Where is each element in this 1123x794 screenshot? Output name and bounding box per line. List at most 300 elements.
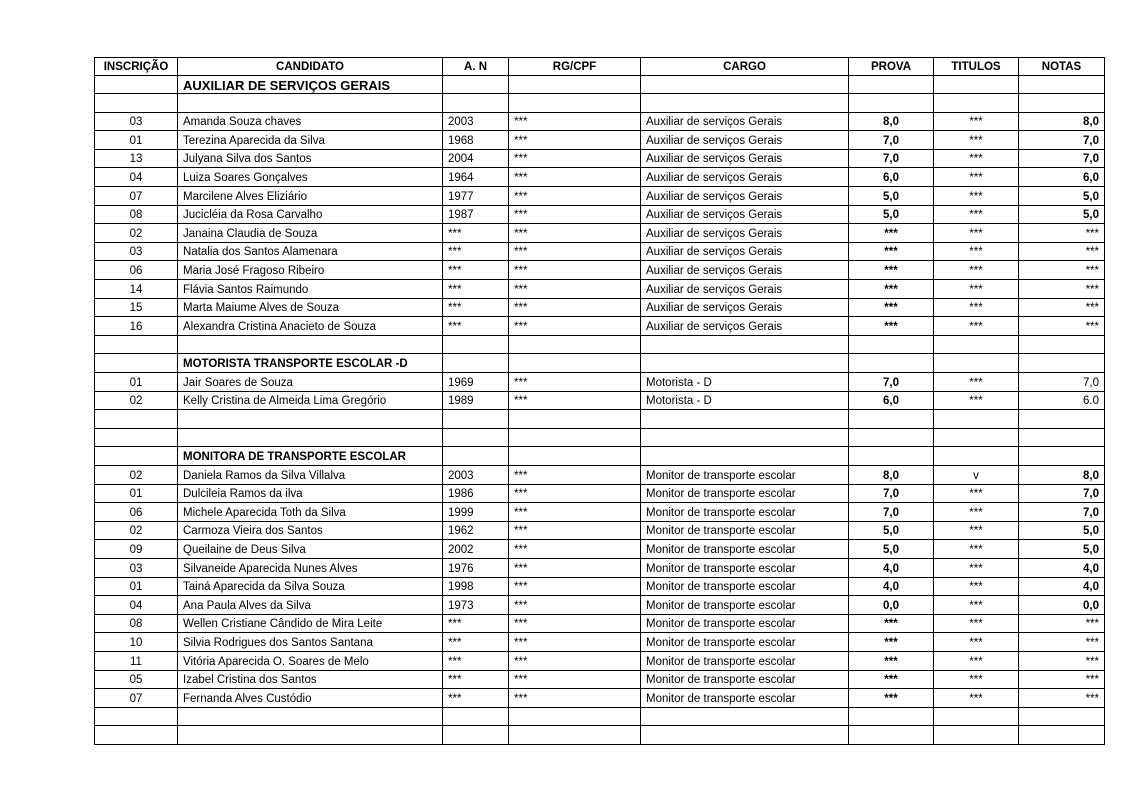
- notas-cell: 7,0: [1019, 373, 1105, 392]
- inscricao-cell: 10: [95, 633, 178, 652]
- blank-row: [95, 726, 1105, 745]
- empty-cell: [849, 75, 934, 94]
- titulos-cell: ***: [934, 614, 1019, 633]
- ano-nascimento-cell: ***: [443, 670, 509, 689]
- empty-cell: [934, 354, 1019, 373]
- notas-cell: ***: [1019, 224, 1105, 243]
- table-row: [95, 112, 1105, 131]
- notas-cell: ***: [1019, 280, 1105, 299]
- empty-cell: [641, 726, 849, 745]
- candidato-cell: Terezina Aparecida da Silva: [178, 131, 443, 150]
- empty-cell: [178, 410, 443, 429]
- prova-cell: 7,0: [849, 131, 934, 150]
- notas-cell: 7,0: [1019, 503, 1105, 522]
- notas-cell: ***: [1019, 298, 1105, 317]
- empty-cell: [934, 335, 1019, 354]
- empty-cell: [443, 410, 509, 429]
- titulos-cell: ***: [934, 633, 1019, 652]
- blank-row: [95, 94, 1105, 113]
- inscricao-cell: 07: [95, 689, 178, 708]
- titulos-cell: ***: [934, 596, 1019, 615]
- empty-cell: [849, 726, 934, 745]
- prova-cell: 8,0: [849, 112, 934, 131]
- table-row: [95, 670, 1105, 689]
- candidato-cell: Dulcileia Ramos da ilva: [178, 484, 443, 503]
- candidato-cell: Janaina Claudia de Souza: [178, 224, 443, 243]
- table-row: [95, 224, 1105, 243]
- prova-cell: 6,0: [849, 168, 934, 187]
- empty-cell: [641, 447, 849, 466]
- empty-cell: [95, 707, 178, 726]
- titulos-cell: ***: [934, 558, 1019, 577]
- rg-cpf-cell: ***: [509, 465, 641, 484]
- empty-cell: [641, 335, 849, 354]
- rg-cpf-cell: ***: [509, 242, 641, 261]
- table-row: [95, 596, 1105, 615]
- titulos-cell: ***: [934, 317, 1019, 336]
- table-row: [95, 391, 1105, 410]
- notas-cell: 8,0: [1019, 465, 1105, 484]
- inscricao-cell: 01: [95, 484, 178, 503]
- section-row: [95, 75, 1105, 94]
- ano-nascimento-cell: ***: [443, 614, 509, 633]
- inscricao-cell: 03: [95, 242, 178, 261]
- empty-cell: [849, 335, 934, 354]
- prova-cell: 7,0: [849, 149, 934, 168]
- section-title: AUXILIAR DE SERVIÇOS GERAIS: [178, 75, 443, 94]
- notas-cell: 4,0: [1019, 558, 1105, 577]
- ano-nascimento-cell: 1989: [443, 391, 509, 410]
- candidato-cell: Silvia Rodrigues dos Santos Santana: [178, 633, 443, 652]
- titulos-cell: ***: [934, 651, 1019, 670]
- cargo-cell: Monitor de transporte escolar: [641, 558, 849, 577]
- empty-cell: [95, 410, 178, 429]
- ano-nascimento-cell: ***: [443, 280, 509, 299]
- titulos-cell: ***: [934, 242, 1019, 261]
- table-row: [95, 577, 1105, 596]
- table-row: [95, 558, 1105, 577]
- empty-cell: [178, 726, 443, 745]
- rg-cpf-cell: ***: [509, 596, 641, 615]
- cargo-cell: Auxiliar de serviços Gerais: [641, 205, 849, 224]
- empty-cell: [849, 447, 934, 466]
- ano-nascimento-cell: 2003: [443, 465, 509, 484]
- titulos-cell: ***: [934, 484, 1019, 503]
- notas-cell: 8,0: [1019, 112, 1105, 131]
- prova-cell: 4,0: [849, 577, 934, 596]
- titulos-cell: ***: [934, 521, 1019, 540]
- titulos-cell: ***: [934, 168, 1019, 187]
- candidato-cell: Alexandra Cristina Anacieto de Souza: [178, 317, 443, 336]
- table-row: [95, 484, 1105, 503]
- ano-nascimento-cell: 1973: [443, 596, 509, 615]
- inscricao-cell: 05: [95, 670, 178, 689]
- empty-cell: [509, 94, 641, 113]
- cargo-cell: Monitor de transporte escolar: [641, 596, 849, 615]
- cargo-cell: Auxiliar de serviços Gerais: [641, 261, 849, 280]
- blank-row: [95, 335, 1105, 354]
- candidato-cell: Carmoza Vieira dos Santos: [178, 521, 443, 540]
- empty-cell: [178, 335, 443, 354]
- table-row: [95, 187, 1105, 206]
- empty-cell: [934, 447, 1019, 466]
- notas-cell: 7,0: [1019, 484, 1105, 503]
- ano-nascimento-cell: 1964: [443, 168, 509, 187]
- empty-cell: [178, 707, 443, 726]
- rg-cpf-cell: ***: [509, 373, 641, 392]
- notas-cell: 6.0: [1019, 391, 1105, 410]
- candidato-cell: Michele Aparecida Toth da Silva: [178, 503, 443, 522]
- empty-cell: [1019, 75, 1105, 94]
- empty-cell: [509, 707, 641, 726]
- titulos-cell: ***: [934, 670, 1019, 689]
- empty-cell: [95, 428, 178, 447]
- rg-cpf-cell: ***: [509, 112, 641, 131]
- ano-nascimento-cell: ***: [443, 224, 509, 243]
- notas-cell: 7,0: [1019, 131, 1105, 150]
- prova-cell: 5,0: [849, 521, 934, 540]
- cargo-cell: Monitor de transporte escolar: [641, 689, 849, 708]
- inscricao-cell: 03: [95, 558, 178, 577]
- table-row: [95, 521, 1105, 540]
- table-row: [95, 633, 1105, 652]
- notas-cell: ***: [1019, 670, 1105, 689]
- empty-cell: [641, 94, 849, 113]
- candidato-cell: Flávia Santos Raimundo: [178, 280, 443, 299]
- inscricao-cell: 02: [95, 465, 178, 484]
- notas-cell: 5,0: [1019, 521, 1105, 540]
- titulos-cell: ***: [934, 205, 1019, 224]
- prova-cell: 7,0: [849, 484, 934, 503]
- results-table: [94, 57, 1105, 745]
- candidato-cell: Vitória Aparecida O. Soares de Melo: [178, 651, 443, 670]
- empty-cell: [641, 354, 849, 373]
- empty-cell: [443, 335, 509, 354]
- candidato-cell: Kelly Cristina de Almeida Lima Gregório: [178, 391, 443, 410]
- rg-cpf-cell: ***: [509, 670, 641, 689]
- prova-cell: 7,0: [849, 373, 934, 392]
- rg-cpf-cell: ***: [509, 280, 641, 299]
- empty-cell: [178, 428, 443, 447]
- rg-cpf-cell: ***: [509, 298, 641, 317]
- inscricao-cell: 11: [95, 651, 178, 670]
- inscricao-cell: 14: [95, 280, 178, 299]
- notas-cell: ***: [1019, 614, 1105, 633]
- titulos-cell: ***: [934, 131, 1019, 150]
- prova-cell: 6,0: [849, 391, 934, 410]
- prova-cell: 0,0: [849, 596, 934, 615]
- titulos-cell: ***: [934, 187, 1019, 206]
- candidato-cell: Wellen Cristiane Cândido de Mira Leite: [178, 614, 443, 633]
- cargo-cell: Monitor de transporte escolar: [641, 577, 849, 596]
- notas-cell: ***: [1019, 261, 1105, 280]
- empty-cell: [509, 335, 641, 354]
- ano-nascimento-cell: 1986: [443, 484, 509, 503]
- cargo-cell: Auxiliar de serviços Gerais: [641, 149, 849, 168]
- titulos-cell: ***: [934, 149, 1019, 168]
- cargo-cell: Motorista - D: [641, 373, 849, 392]
- header-candidato: CANDIDATO: [178, 58, 443, 76]
- rg-cpf-cell: ***: [509, 614, 641, 633]
- titulos-cell: ***: [934, 298, 1019, 317]
- empty-cell: [443, 447, 509, 466]
- rg-cpf-cell: ***: [509, 651, 641, 670]
- empty-cell: [934, 75, 1019, 94]
- empty-cell: [934, 707, 1019, 726]
- prova-cell: 5,0: [849, 187, 934, 206]
- ano-nascimento-cell: ***: [443, 242, 509, 261]
- inscricao-cell: 13: [95, 149, 178, 168]
- rg-cpf-cell: ***: [509, 149, 641, 168]
- prova-cell: ***: [849, 614, 934, 633]
- empty-cell: [849, 428, 934, 447]
- cargo-cell: Auxiliar de serviços Gerais: [641, 242, 849, 261]
- table-row: [95, 149, 1105, 168]
- prova-cell: 8,0: [849, 465, 934, 484]
- ano-nascimento-cell: 1962: [443, 521, 509, 540]
- notas-cell: ***: [1019, 317, 1105, 336]
- prova-cell: ***: [849, 280, 934, 299]
- empty-cell: [934, 726, 1019, 745]
- ano-nascimento-cell: ***: [443, 651, 509, 670]
- table-row: [95, 131, 1105, 150]
- prova-cell: ***: [849, 651, 934, 670]
- inscricao-cell: 03: [95, 112, 178, 131]
- prova-cell: 7,0: [849, 503, 934, 522]
- table-row: [95, 689, 1105, 708]
- table-row: [95, 317, 1105, 336]
- rg-cpf-cell: ***: [509, 205, 641, 224]
- ano-nascimento-cell: 2003: [443, 112, 509, 131]
- header-row: [95, 58, 1105, 76]
- notas-cell: 4,0: [1019, 577, 1105, 596]
- cargo-cell: Auxiliar de serviços Gerais: [641, 131, 849, 150]
- table-row: [95, 651, 1105, 670]
- titulos-cell: ***: [934, 577, 1019, 596]
- titulos-cell: ***: [934, 280, 1019, 299]
- prova-cell: ***: [849, 317, 934, 336]
- cargo-cell: Monitor de transporte escolar: [641, 484, 849, 503]
- prova-cell: ***: [849, 633, 934, 652]
- header-cargo: CARGO: [641, 58, 849, 76]
- header-ano-nascimento: A. N: [443, 58, 509, 76]
- empty-cell: [509, 447, 641, 466]
- cargo-cell: Auxiliar de serviços Gerais: [641, 224, 849, 243]
- empty-cell: [443, 428, 509, 447]
- empty-cell: [1019, 94, 1105, 113]
- titulos-cell: v: [934, 465, 1019, 484]
- empty-cell: [509, 354, 641, 373]
- prova-cell: ***: [849, 224, 934, 243]
- header-rg-cpf: RG/CPF: [509, 58, 641, 76]
- ano-nascimento-cell: 1999: [443, 503, 509, 522]
- cargo-cell: Auxiliar de serviços Gerais: [641, 298, 849, 317]
- inscricao-cell: 07: [95, 187, 178, 206]
- blank-row: [95, 410, 1105, 429]
- titulos-cell: ***: [934, 261, 1019, 280]
- titulos-cell: ***: [934, 689, 1019, 708]
- ano-nascimento-cell: 1976: [443, 558, 509, 577]
- inscricao-cell: 01: [95, 131, 178, 150]
- cargo-cell: Monitor de transporte escolar: [641, 633, 849, 652]
- empty-cell: [95, 335, 178, 354]
- blank-row: [95, 707, 1105, 726]
- rg-cpf-cell: ***: [509, 558, 641, 577]
- empty-cell: [1019, 335, 1105, 354]
- inscricao-cell: 02: [95, 224, 178, 243]
- cargo-cell: Auxiliar de serviços Gerais: [641, 280, 849, 299]
- ano-nascimento-cell: ***: [443, 689, 509, 708]
- table-row: [95, 540, 1105, 559]
- ano-nascimento-cell: 1987: [443, 205, 509, 224]
- empty-cell: [443, 94, 509, 113]
- candidato-cell: Amanda Souza chaves: [178, 112, 443, 131]
- inscricao-cell: 08: [95, 205, 178, 224]
- notas-cell: ***: [1019, 689, 1105, 708]
- candidato-cell: Jair Soares de Souza: [178, 373, 443, 392]
- cargo-cell: Auxiliar de serviços Gerais: [641, 112, 849, 131]
- candidato-cell: Izabel Cristina dos Santos: [178, 670, 443, 689]
- inscricao-cell: 02: [95, 391, 178, 410]
- candidato-cell: Natalia dos Santos Alamenara: [178, 242, 443, 261]
- empty-cell: [443, 354, 509, 373]
- empty-cell: [1019, 707, 1105, 726]
- inscricao-cell: 04: [95, 168, 178, 187]
- cargo-cell: Monitor de transporte escolar: [641, 651, 849, 670]
- candidato-cell: Maria José Fragoso Ribeiro: [178, 261, 443, 280]
- titulos-cell: ***: [934, 391, 1019, 410]
- empty-cell: [443, 707, 509, 726]
- rg-cpf-cell: ***: [509, 521, 641, 540]
- table-row: [95, 205, 1105, 224]
- empty-cell: [934, 410, 1019, 429]
- section-row: [95, 447, 1105, 466]
- ano-nascimento-cell: 2002: [443, 540, 509, 559]
- table-row: [95, 298, 1105, 317]
- empty-cell: [1019, 410, 1105, 429]
- rg-cpf-cell: ***: [509, 391, 641, 410]
- notas-cell: 5,0: [1019, 540, 1105, 559]
- notas-cell: ***: [1019, 242, 1105, 261]
- rg-cpf-cell: ***: [509, 224, 641, 243]
- cargo-cell: Auxiliar de serviços Gerais: [641, 168, 849, 187]
- header-notas: NOTAS: [1019, 58, 1105, 76]
- inscricao-cell: 16: [95, 317, 178, 336]
- prova-cell: 5,0: [849, 205, 934, 224]
- inscricao-cell: 02: [95, 521, 178, 540]
- cargo-cell: Monitor de transporte escolar: [641, 503, 849, 522]
- ano-nascimento-cell: 1998: [443, 577, 509, 596]
- empty-cell: [849, 707, 934, 726]
- header-prova: PROVA: [849, 58, 934, 76]
- inscricao-cell: 09: [95, 540, 178, 559]
- titulos-cell: ***: [934, 503, 1019, 522]
- ano-nascimento-cell: 1969: [443, 373, 509, 392]
- notas-cell: 5,0: [1019, 205, 1105, 224]
- table-row: [95, 614, 1105, 633]
- ano-nascimento-cell: 1977: [443, 187, 509, 206]
- candidato-cell: Fernanda Alves Custódio: [178, 689, 443, 708]
- empty-cell: [641, 707, 849, 726]
- rg-cpf-cell: ***: [509, 261, 641, 280]
- prova-cell: ***: [849, 261, 934, 280]
- empty-cell: [641, 75, 849, 94]
- empty-cell: [641, 410, 849, 429]
- notas-cell: 6,0: [1019, 168, 1105, 187]
- cargo-cell: Monitor de transporte escolar: [641, 670, 849, 689]
- rg-cpf-cell: ***: [509, 633, 641, 652]
- titulos-cell: ***: [934, 112, 1019, 131]
- cargo-cell: Auxiliar de serviços Gerais: [641, 187, 849, 206]
- notas-cell: ***: [1019, 651, 1105, 670]
- inscricao-cell: 01: [95, 577, 178, 596]
- section-title: MONITORA DE TRANSPORTE ESCOLAR: [178, 447, 443, 466]
- prova-cell: ***: [849, 670, 934, 689]
- empty-cell: [95, 726, 178, 745]
- empty-cell: [509, 726, 641, 745]
- inscricao-cell: 08: [95, 614, 178, 633]
- empty-cell: [443, 75, 509, 94]
- empty-cell: [443, 726, 509, 745]
- notas-cell: 0,0: [1019, 596, 1105, 615]
- table-row: [95, 168, 1105, 187]
- empty-cell: [1019, 428, 1105, 447]
- inscricao-cell: 01: [95, 373, 178, 392]
- empty-cell: [95, 75, 178, 94]
- blank-row: [95, 428, 1105, 447]
- rg-cpf-cell: ***: [509, 317, 641, 336]
- titulos-cell: ***: [934, 224, 1019, 243]
- ano-nascimento-cell: ***: [443, 317, 509, 336]
- table-row: [95, 503, 1105, 522]
- empty-cell: [849, 94, 934, 113]
- empty-cell: [1019, 354, 1105, 373]
- header-titulos: TITULOS: [934, 58, 1019, 76]
- section-row: [95, 354, 1105, 373]
- prova-cell: 5,0: [849, 540, 934, 559]
- candidato-cell: Tainá Aparecida da Silva Souza: [178, 577, 443, 596]
- empty-cell: [509, 410, 641, 429]
- candidato-cell: Julyana Silva dos Santos: [178, 149, 443, 168]
- table-row: [95, 242, 1105, 261]
- empty-cell: [95, 354, 178, 373]
- ano-nascimento-cell: ***: [443, 261, 509, 280]
- empty-cell: [509, 75, 641, 94]
- titulos-cell: ***: [934, 373, 1019, 392]
- rg-cpf-cell: ***: [509, 187, 641, 206]
- rg-cpf-cell: ***: [509, 168, 641, 187]
- titulos-cell: ***: [934, 540, 1019, 559]
- rg-cpf-cell: ***: [509, 484, 641, 503]
- cargo-cell: Monitor de transporte escolar: [641, 465, 849, 484]
- candidato-cell: Silvaneide Aparecida Nunes Alves: [178, 558, 443, 577]
- prova-cell: ***: [849, 298, 934, 317]
- empty-cell: [95, 447, 178, 466]
- prova-cell: ***: [849, 242, 934, 261]
- candidato-cell: Marcilene Alves Eliziário: [178, 187, 443, 206]
- candidato-cell: Queilaine de Deus Silva: [178, 540, 443, 559]
- cargo-cell: Monitor de transporte escolar: [641, 614, 849, 633]
- cargo-cell: Motorista - D: [641, 391, 849, 410]
- ano-nascimento-cell: ***: [443, 298, 509, 317]
- rg-cpf-cell: ***: [509, 503, 641, 522]
- notas-cell: 7,0: [1019, 149, 1105, 168]
- inscricao-cell: 15: [95, 298, 178, 317]
- cargo-cell: Monitor de transporte escolar: [641, 540, 849, 559]
- candidato-cell: Marta Maiume Alves de Souza: [178, 298, 443, 317]
- ano-nascimento-cell: 2004: [443, 149, 509, 168]
- inscricao-cell: 06: [95, 261, 178, 280]
